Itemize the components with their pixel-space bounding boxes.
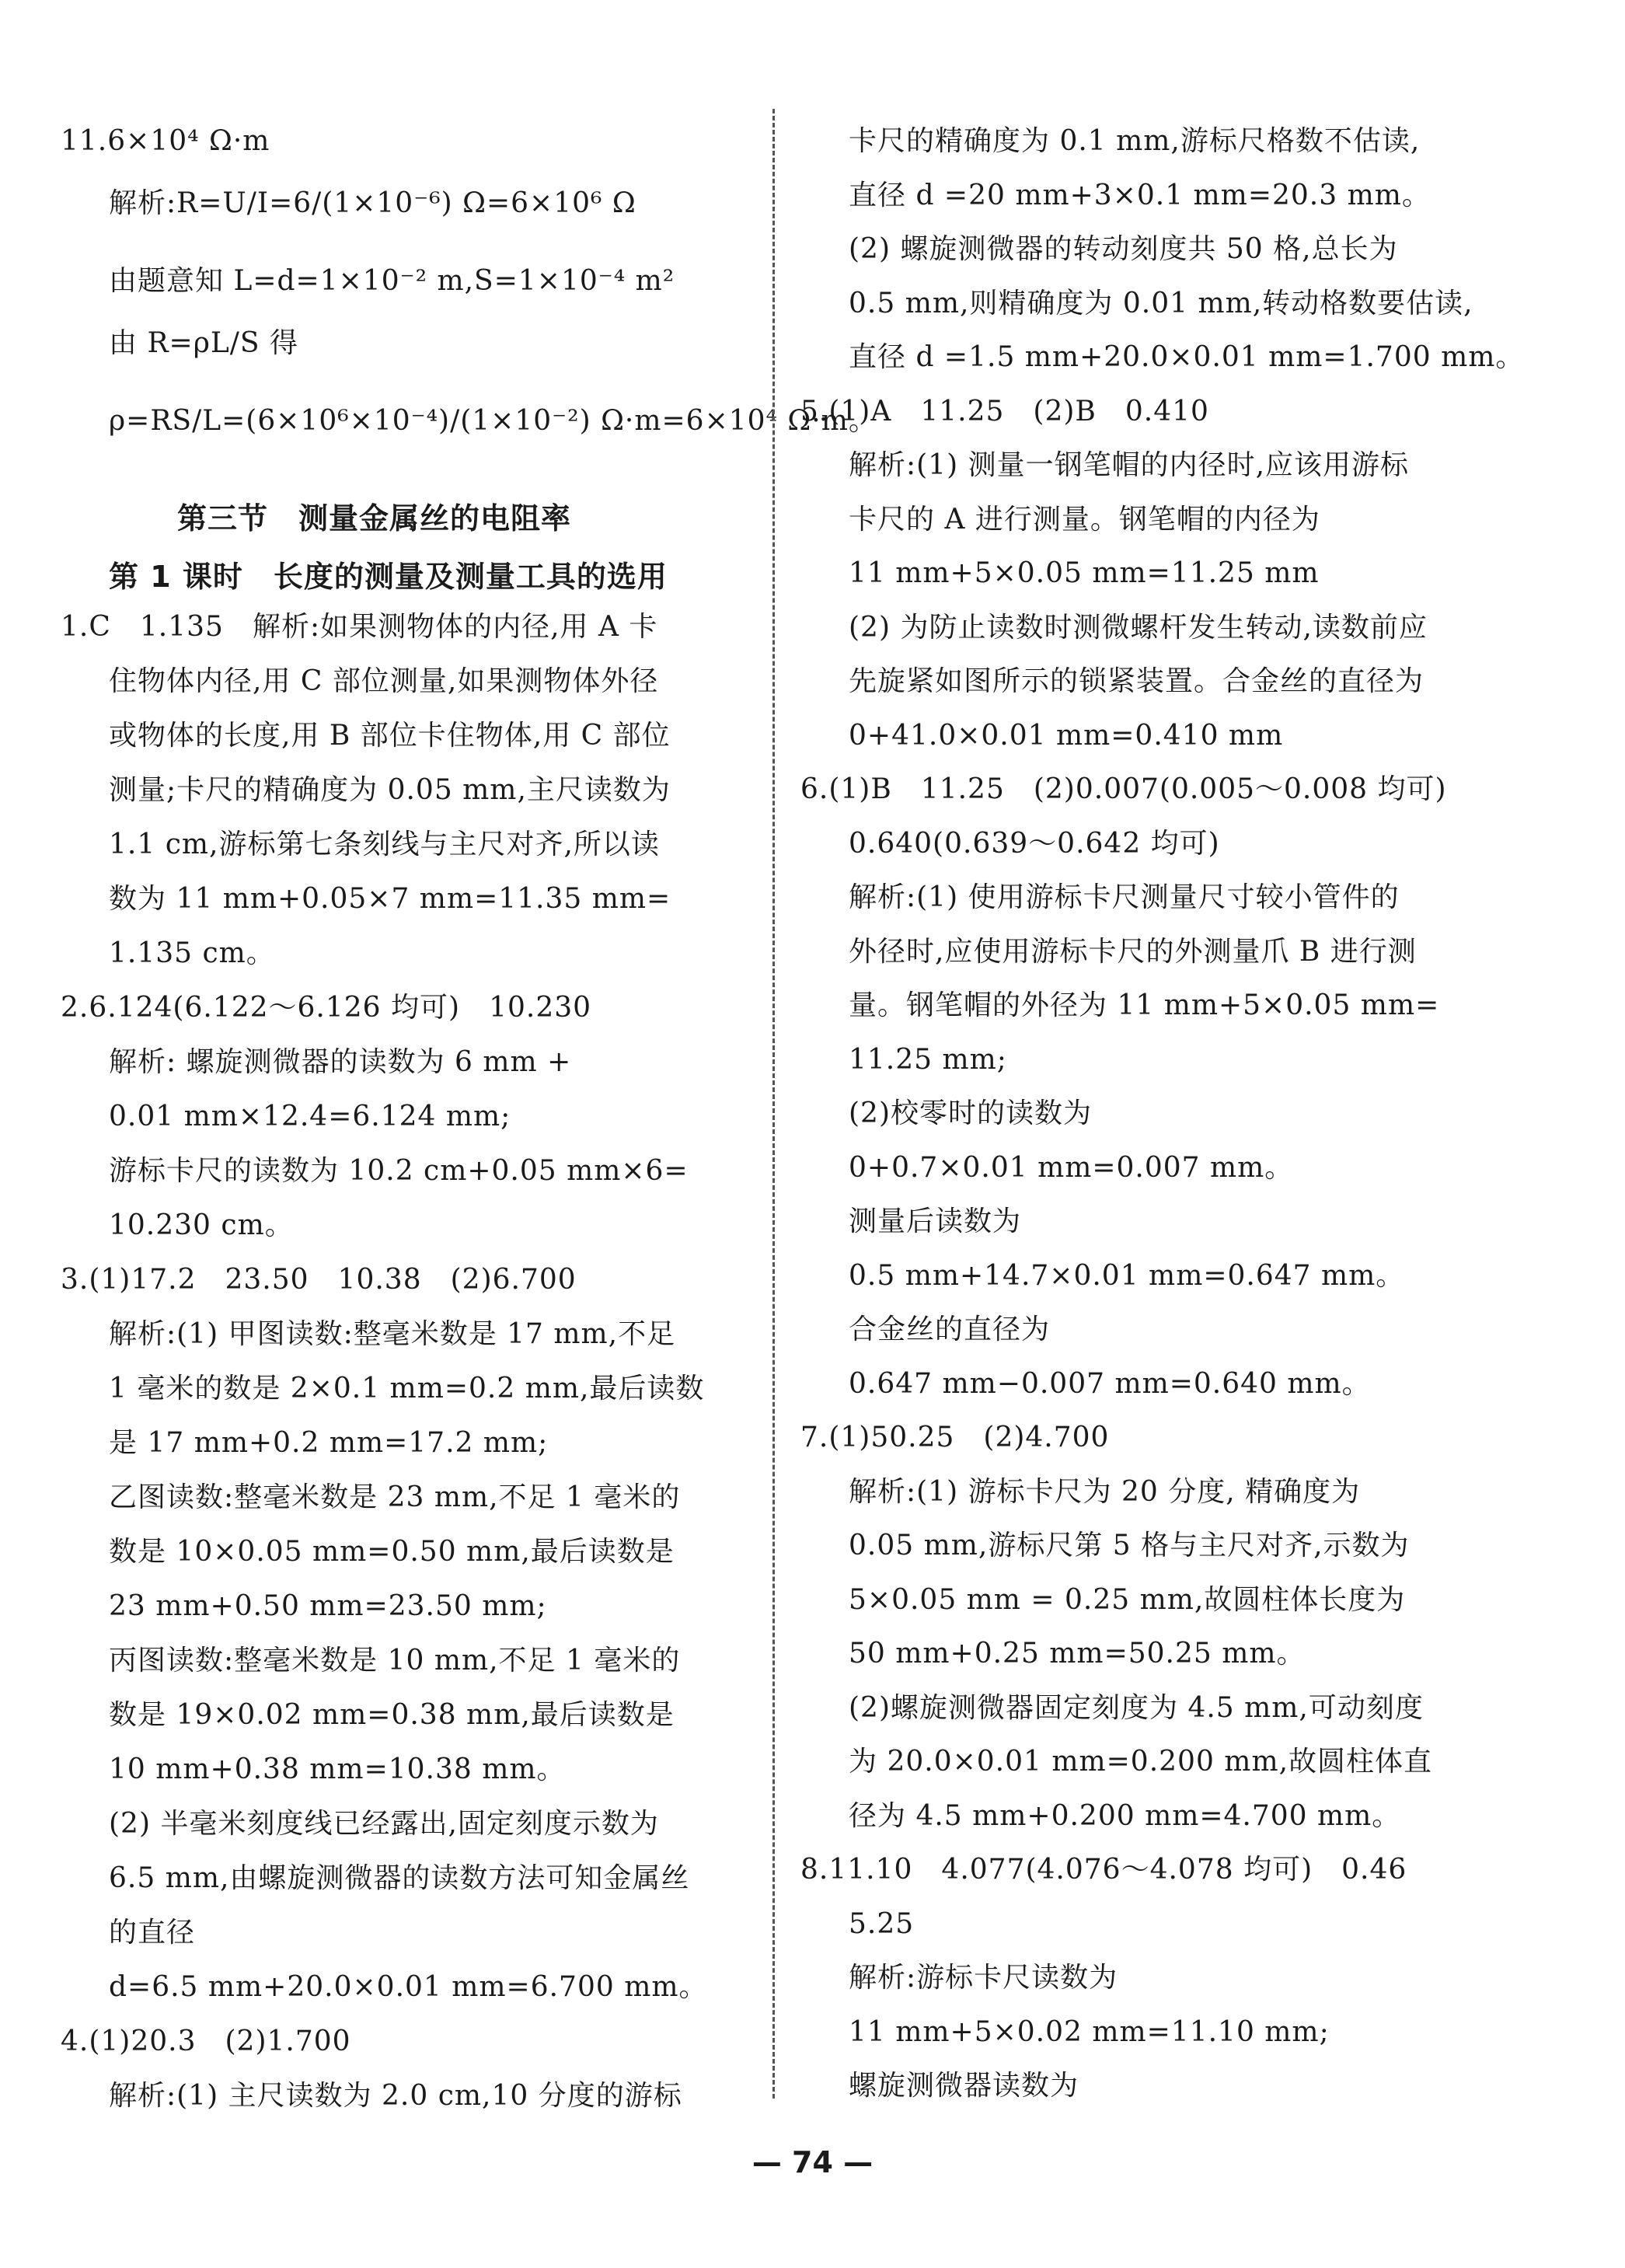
text-line: 5.(1)A 11.25 (2)B 0.410 bbox=[800, 395, 1209, 427]
text-line: 8.11.10 4.077(4.076～4.078 均可) 0.46 bbox=[800, 1854, 1407, 1886]
text-line: 1.1 cm,游标第七条刻线与主尺对齐,所以读 bbox=[109, 829, 660, 860]
text-line: 0.5 mm+14.7×0.01 mm=0.647 mm。 bbox=[849, 1259, 1405, 1292]
text-line: 5×0.05 mm = 0.25 mm,故圆柱体长度为 bbox=[849, 1583, 1406, 1616]
text-line: 解析:(1) 使用游标卡尺测量尺寸较小管件的 bbox=[849, 881, 1400, 913]
text-line: 11.25 mm; bbox=[849, 1043, 1007, 1076]
text-line: 50 mm+0.25 mm=50.25 mm。 bbox=[849, 1638, 1306, 1670]
text-line: 解析:(1) 甲图读数:整毫米数是 17 mm,不足 bbox=[109, 1318, 676, 1350]
text-line: 直径 d =1.5 mm+20.0×0.01 mm=1.700 mm。 bbox=[849, 341, 1525, 373]
text-line: 1 毫米的数是 2×0.1 mm=0.2 mm,最后读数 bbox=[109, 1373, 705, 1404]
text-line: 的直径 bbox=[109, 1917, 196, 1949]
text-line: (2) 螺旋测微器的转动刻度共 50 格,总长为 bbox=[849, 233, 1398, 265]
text-line: 解析:R=U/I=6/(1×10⁻⁶) Ω=6×10⁶ Ω bbox=[109, 187, 636, 219]
text-line: 1.135 cm。 bbox=[109, 937, 275, 969]
text-line: 0.5 mm,则精确度为 0.01 mm,转动格数要估读, bbox=[849, 287, 1473, 319]
text-line: 0.640(0.639～0.642 均可) bbox=[849, 827, 1220, 860]
text-line: 4.(1)20.3 (2)1.700 bbox=[61, 2025, 351, 2057]
text-line: 先旋紧如图所示的锁紧装置。合金丝的直径为 bbox=[849, 665, 1424, 697]
text-line: 11 mm+5×0.02 mm=11.10 mm; bbox=[849, 2015, 1330, 2048]
text-line: d=6.5 mm+20.0×0.01 mm=6.700 mm。 bbox=[109, 1971, 708, 2003]
text-line: ρ=RS/L=(6×10⁶×10⁻⁴)/(1×10⁻²) Ω·m=6×10⁴ Ω·m。 bbox=[109, 405, 877, 437]
text-line: 第 1 课时 长度的测量及测量工具的选用 bbox=[109, 560, 668, 594]
text-line: 为 20.0×0.01 mm=0.200 mm,故圆柱体直 bbox=[849, 1746, 1433, 1778]
text-line: 11.6×10⁴ Ω·m bbox=[61, 125, 270, 157]
text-line: 数为 11 mm+0.05×7 mm=11.35 mm= bbox=[109, 883, 671, 915]
text-line: 7.(1)50.25 (2)4.700 bbox=[800, 1422, 1110, 1453]
text-line: 径为 4.5 mm+0.200 mm=4.700 mm。 bbox=[849, 1799, 1401, 1832]
text-line: 解析:游标卡尺读数为 bbox=[849, 1962, 1118, 1994]
text-line: 解析:(1) 游标卡尺为 20 分度, 精确度为 bbox=[849, 1475, 1361, 1508]
text-line: 解析:(1) 测量一钢笔帽的内径时,应该用游标 bbox=[849, 449, 1410, 481]
text-line: 0+41.0×0.01 mm=0.410 mm bbox=[849, 719, 1284, 752]
text-line: 5.25 bbox=[849, 1907, 915, 1940]
text-line: 第三节 测量金属丝的电阻率 bbox=[177, 501, 572, 536]
text-line: 解析:(1) 主尺读数为 2.0 cm,10 分度的游标 bbox=[109, 2080, 682, 2112]
text-line: 0+0.7×0.01 mm=0.007 mm。 bbox=[849, 1151, 1294, 1184]
text-line: 6.(1)B 11.25 (2)0.007(0.005～0.008 均可) bbox=[800, 773, 1447, 805]
text-line: 卡尺的 A 进行测量。钢笔帽的内径为 bbox=[849, 503, 1320, 536]
text-line: 6.5 mm,由螺旋测微器的读数方法可知金属丝 bbox=[109, 1862, 690, 1894]
text-line: 23 mm+0.50 mm=23.50 mm; bbox=[109, 1590, 547, 1622]
text-line: (2) 半毫米刻度线已经露出,固定刻度示数为 bbox=[109, 1808, 659, 1840]
text-line: 解析: 螺旋测微器的读数为 6 mm + bbox=[109, 1046, 572, 1078]
text-line: 外径时,应使用游标卡尺的外测量爪 B 进行测 bbox=[849, 935, 1417, 968]
text-line: 是 17 mm+0.2 mm=17.2 mm; bbox=[109, 1427, 549, 1459]
text-line: 测量;卡尺的精确度为 0.05 mm,主尺读数为 bbox=[109, 774, 671, 806]
text-line: 11 mm+5×0.05 mm=11.25 mm bbox=[849, 557, 1320, 589]
text-line: 住物体内径,用 C 部位测量,如果测物体外径 bbox=[109, 665, 659, 697]
text-line: 游标卡尺的读数为 10.2 cm+0.05 mm×6= bbox=[109, 1155, 689, 1187]
text-line: 0.647 mm−0.007 mm=0.640 mm。 bbox=[849, 1367, 1371, 1400]
text-line: 直径 d =20 mm+3×0.1 mm=20.3 mm。 bbox=[849, 179, 1431, 211]
text-line: 10 mm+0.38 mm=10.38 mm。 bbox=[109, 1753, 566, 1785]
text-line: 测量后读数为 bbox=[849, 1206, 1022, 1237]
column-divider bbox=[772, 109, 775, 2099]
text-line: 3.(1)17.2 23.50 10.38 (2)6.700 bbox=[61, 1264, 577, 1296]
text-line: 1.C 1.135 解析:如果测物体的内径,用 A 卡 bbox=[61, 611, 658, 643]
text-line: 量。钢笔帽的外径为 11 mm+5×0.05 mm= bbox=[849, 989, 1440, 1021]
text-line: (2) 为防止读数时测微螺杆发生转动,读数前应 bbox=[849, 611, 1428, 644]
text-line: (2)螺旋测微器固定刻度为 4.5 mm,可动刻度 bbox=[849, 1691, 1424, 1724]
text-line: 2.6.124(6.122～6.126 均可) 10.230 bbox=[61, 992, 592, 1024]
text-line: 合金丝的直径为 bbox=[849, 1314, 1051, 1345]
text-line: 卡尺的精确度为 0.1 mm,游标尺格数不估读, bbox=[849, 125, 1421, 157]
text-line: 由 R=ρL/S 得 bbox=[109, 327, 299, 359]
text-line: 0.01 mm×12.4=6.124 mm; bbox=[109, 1101, 511, 1132]
text-line: 乙图读数:整毫米数是 23 mm,不足 1 毫米的 bbox=[109, 1481, 681, 1513]
text-line: (2)校零时的读数为 bbox=[849, 1097, 1092, 1129]
page-number: — 74 — bbox=[751, 2145, 874, 2179]
text-line: 由题意知 L=d=1×10⁻² m,S=1×10⁻⁴ m² bbox=[109, 265, 675, 297]
text-line: 数是 19×0.02 mm=0.38 mm,最后读数是 bbox=[109, 1699, 675, 1731]
text-line: 丙图读数:整毫米数是 10 mm,不足 1 毫米的 bbox=[109, 1645, 681, 1677]
text-line: 数是 10×0.05 mm=0.50 mm,最后读数是 bbox=[109, 1536, 675, 1568]
text-line: 0.05 mm,游标尺第 5 格与主尺对齐,示数为 bbox=[849, 1530, 1410, 1561]
text-line: 或物体的长度,用 B 部位卡住物体,用 C 部位 bbox=[109, 720, 671, 752]
text-line: 螺旋测微器读数为 bbox=[849, 2070, 1079, 2102]
text-line: 10.230 cm。 bbox=[109, 1209, 294, 1241]
